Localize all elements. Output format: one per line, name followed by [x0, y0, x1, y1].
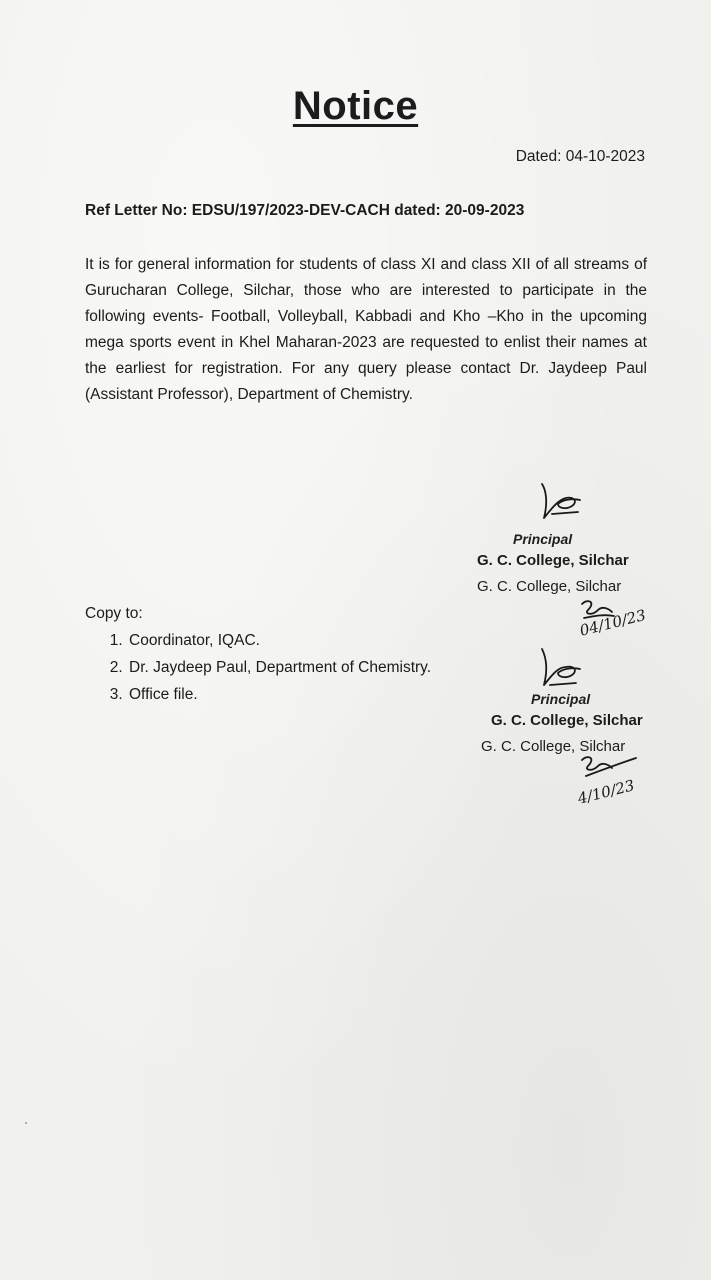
paper-speck	[25, 1122, 27, 1124]
ref-letter-line: Ref Letter No: EDSU/197/2023-DEV-CACH dated: 20-09-2023	[85, 202, 525, 219]
notice-date: Dated: 04-10-2023	[515, 148, 645, 165]
copy-to-item: 3. Office file.	[127, 681, 431, 708]
copy-to-section	[85, 600, 431, 708]
handwritten-date-2: 4/10/23	[575, 776, 637, 808]
principal-stamp-title-2: Principal	[531, 691, 591, 707]
copy-to-item: 1. Coordinator, IQAC.	[127, 627, 431, 654]
signature-block-2	[481, 688, 643, 758]
copy-to-item: 2. Dr. Jaydeep Paul, Department of Chemistry.	[127, 654, 431, 681]
signature-block-1	[477, 528, 629, 598]
principal-stamp-institution-2: G. C. College, Silchar	[491, 712, 643, 729]
copy-to-heading: Copy to:	[85, 605, 143, 622]
signature-scribble-1	[528, 478, 588, 528]
copy-to-list	[85, 627, 431, 708]
typed-institution-2: G. C. College, Silchar	[481, 738, 626, 755]
principal-stamp-title-1: Principal	[513, 531, 573, 547]
typed-institution-1: G. C. College, Silchar	[477, 578, 622, 595]
principal-stamp-institution-1: G. C. College, Silchar	[477, 552, 629, 569]
notice-title: Notice	[292, 84, 419, 128]
handwritten-date-1: 04/10/23	[577, 605, 648, 640]
notice-body: It is for general information for students of class XI and class XII of all streams of Gurucharan College, Silchar, those who are interested to participate in the following events- Football, Volleyball, Kabbadi and Kho –Kho in the upcoming mega sports event in Khel Maharan-2023 are requested to enlist their names at the earliest for registration. For any query please contact Dr. Jaydeep Paul (Assistant Professor), Department of Chemistry.	[85, 256, 647, 403]
